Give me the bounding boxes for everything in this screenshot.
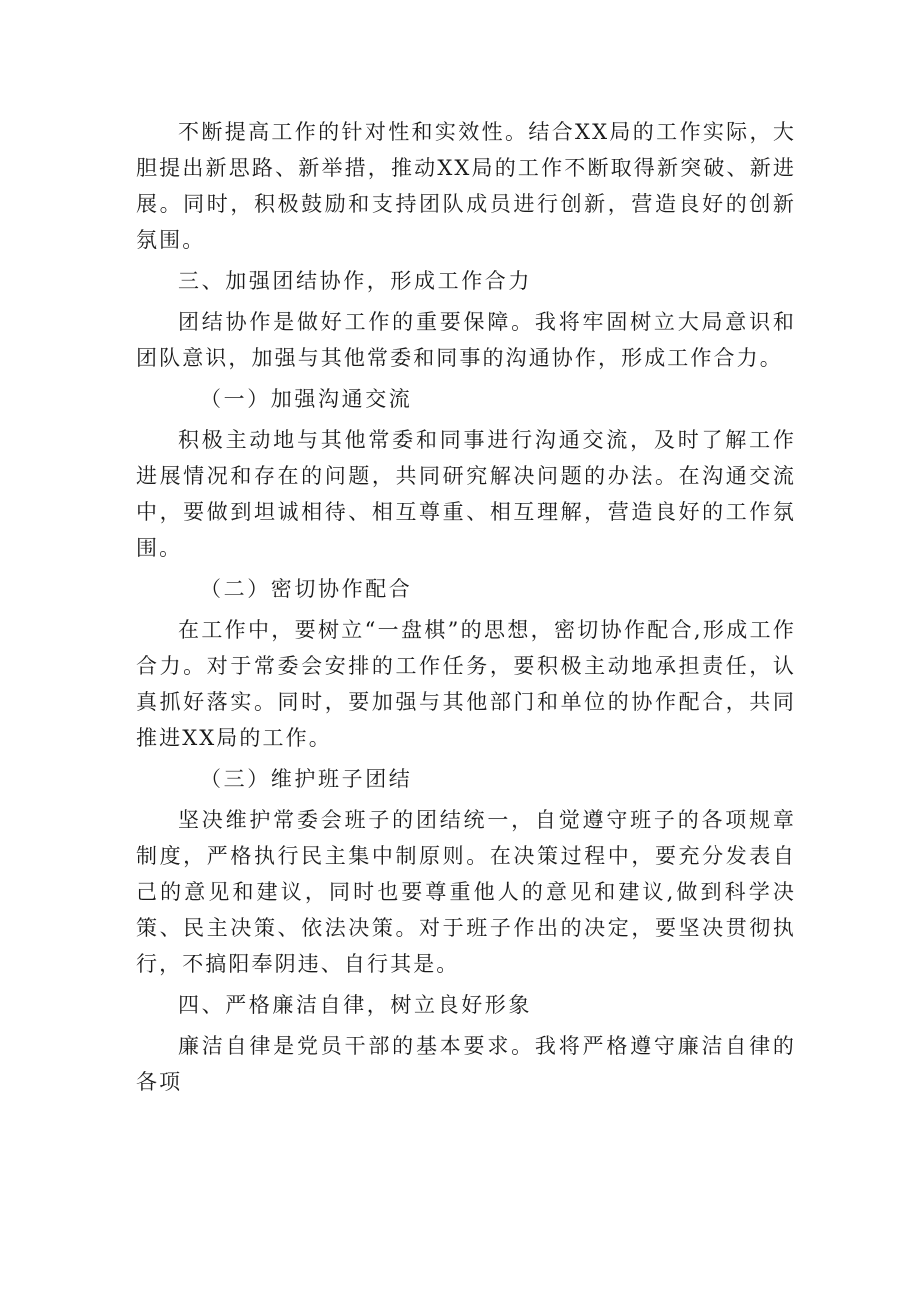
heading-section-3: 三、加强团结协作，形成工作合力	[178, 269, 532, 293]
heading-subsection-3: （三）维护班子团结	[200, 767, 413, 791]
paragraph-subsection-1: 积极主动地与其他常委和同事进行沟通交流，及时了解工作进展情况和存在的问题，共同研究解决问题的办法。在沟通交流中，要做到坦诚相待、相互尊重、相互理解，营造良好的工作氛围。	[136, 428, 796, 560]
paragraph-innovation-continued: 不断提高工作的针对性和实效性。结合XX局的工作实际，大胆提出新思路、新举措，推动XX局的工作不断取得新突破、新进展。同时，积极鼓励和支持团队成员进行创新，营造良好的创新氛围。	[136, 120, 796, 252]
paragraph-section-3-intro: 团结协作是做好工作的重要保障。我将牢固树立大局意识和团队意识，加强与其他常委和同事的沟通协作，形成工作合力。	[136, 310, 796, 370]
heading-section-4: 四、严格廉洁自律，树立良好形象	[178, 993, 532, 1017]
heading-subsection-2: （二）密切协作配合	[200, 577, 413, 601]
heading-subsection-1: （一）加强沟通交流	[200, 387, 413, 411]
paragraph-subsection-3: 坚决维护常委会班子的团结统一，自觉遵守班子的各项规章制度，严格执行民主集中制原则。在决策过程中，要充分发表自己的意见和建议，同时也要尊重他人的意见和建议,做到科学决策、民主决策、依法决策。对于班子作出的决定，要坚决贯彻执行，不搞阳奉阴违、自行其是。	[136, 808, 796, 976]
document-page	[136, 114, 796, 1105]
paragraph-subsection-2: 在工作中，要树立“一盘棋”的思想，密切协作配合,形成工作合力。对于常委会安排的工作任务，要积极主动地承担责任，认真抓好落实。同时，要加强与其他部门和单位的协作配合，共同推进XX局的工作。	[136, 618, 796, 750]
paragraph-section-4-intro: 廉洁自律是党员干部的基本要求。我将严格遵守廉洁自律的各项	[136, 1034, 796, 1094]
